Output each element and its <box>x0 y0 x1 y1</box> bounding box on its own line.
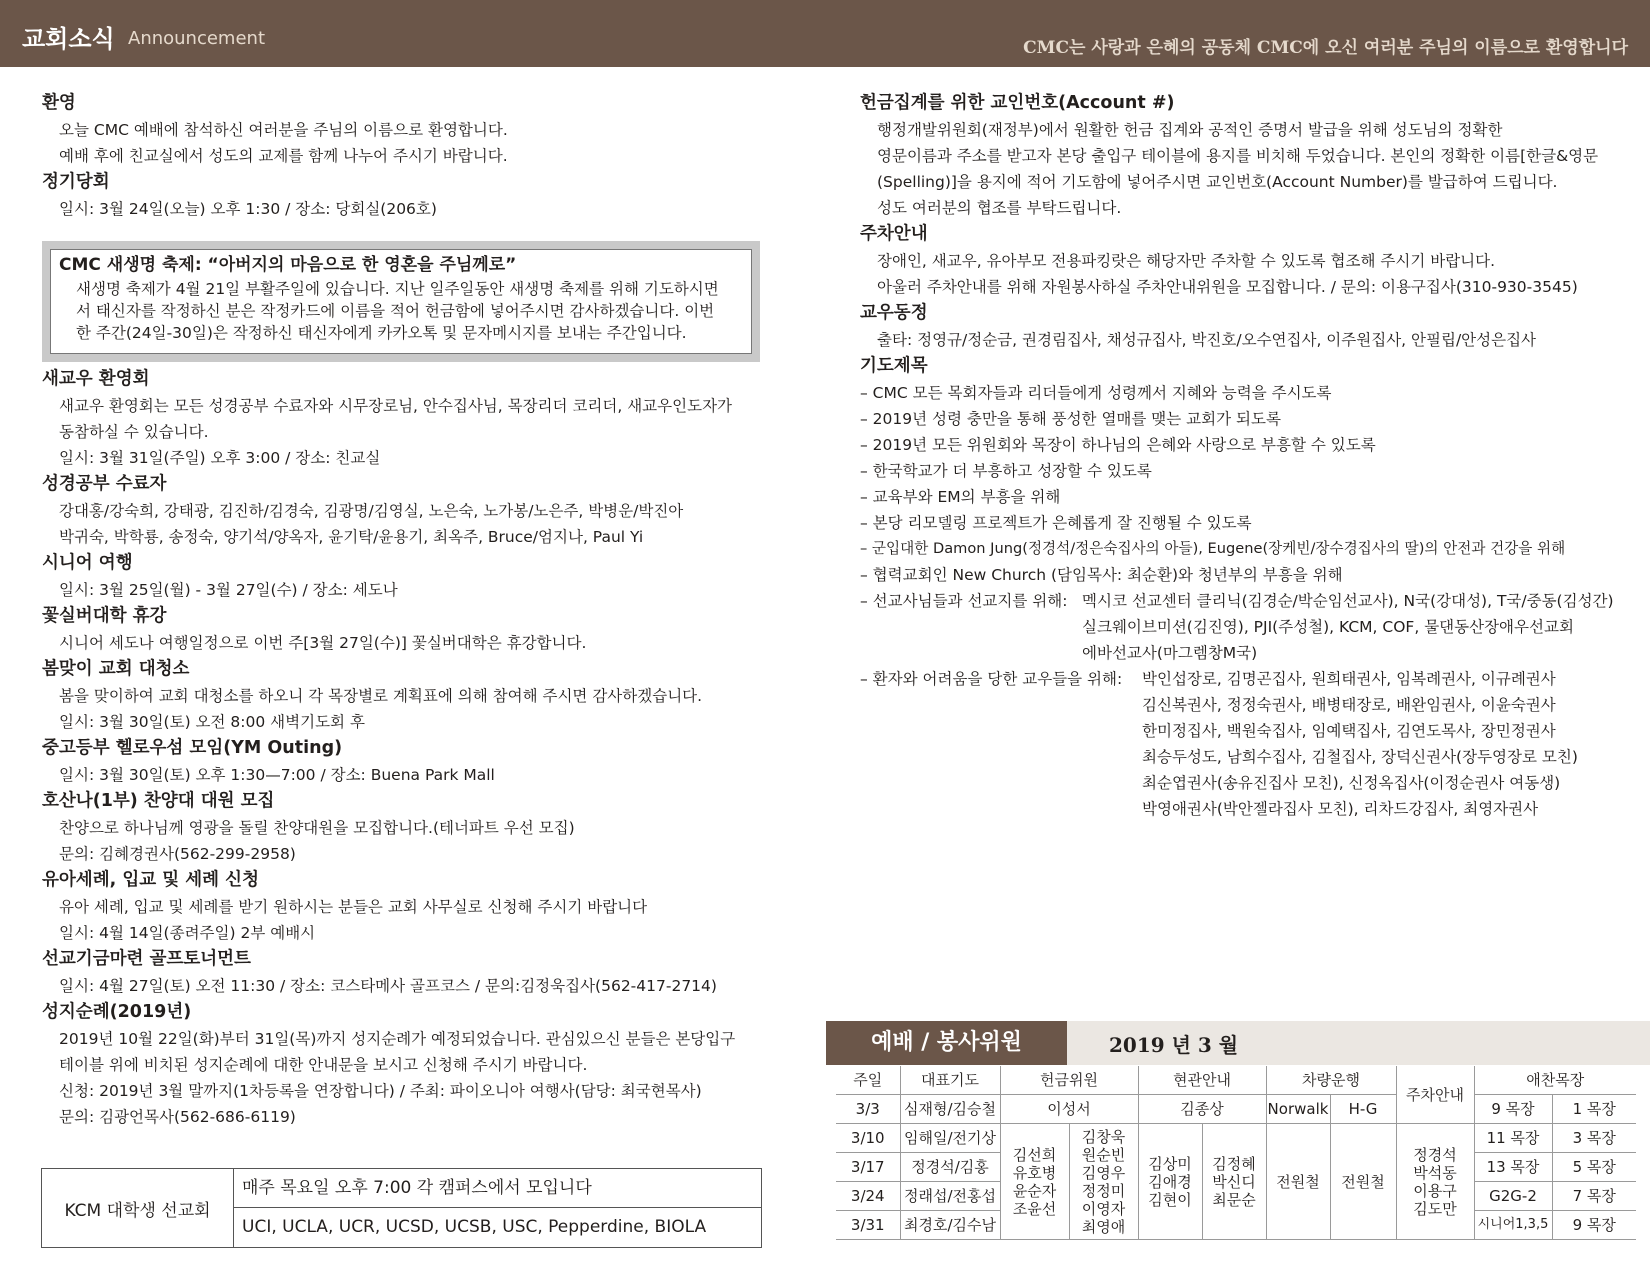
prayer-sick <box>860 666 1640 692</box>
section-line: 봄을 맞이하여 교회 대청소를 하오니 각 목장별로 계획표에 의해 참여해 주시면 감사하겠습니다. <box>59 687 703 705</box>
section-line: 장애인, 새교우, 유아부모 전용파킹랏은 해당자만 주차할 수 있도록 협조해 주시기 바랍니다. <box>877 252 1496 270</box>
header-parking: 주차안내 <box>1396 1066 1474 1124</box>
section-line: 오늘 CMC 예배에 참석하신 여러분을 주님의 이름으로 환영합니다. <box>59 121 508 139</box>
section-title: 유아세례, 입교 및 세례 신청 <box>42 870 259 890</box>
row-choir-b: 7 목장 <box>1552 1182 1636 1211</box>
section-title: 중고등부 헬로우섬 모임(YM Outing) <box>42 738 343 758</box>
sick-line: 최순엽권사(송유진집사 모친), 신정옥집사(이정순권사 여동생) <box>1142 774 1561 792</box>
row-choir-a: 9 목장 <box>1474 1095 1552 1124</box>
row-date: 3/10 <box>836 1124 900 1153</box>
section-title: 호산나(1부) 찬양대 대원 모집 <box>42 791 275 811</box>
box-line: 한 주간(24일-30일)은 작정하신 태신자에게 카카오톡 및 문자메시지를 보내는 주간입니다. <box>76 324 687 342</box>
header-prayer: 대표기도 <box>900 1066 1000 1095</box>
section-line: 찬양으로 하나님께 영광을 돌릴 찬양대원을 모집합니다.(테너파트 우선 모집) <box>59 819 575 837</box>
row-choir-a: 시니어1,3,5 <box>1474 1211 1552 1240</box>
section-line: 문의: 김광언목사(562-686-6119) <box>59 1108 296 1126</box>
service-table <box>836 1066 1636 1240</box>
section-title: 환영 <box>42 93 76 113</box>
section-line: 행정개발위원회(재정부)에서 원활한 헌금 집계와 공적인 증명서 발급을 위해 성도님의 정확한 <box>877 121 1503 139</box>
row-prayer: 최경호/김수남 <box>900 1211 1000 1240</box>
vehicle-driver-a: 전원철 <box>1266 1124 1330 1240</box>
usher-names-1 <box>1138 1124 1202 1240</box>
name-cell: 유호병 <box>1012 1163 1057 1182</box>
name-cell: 박신디 <box>1212 1172 1256 1191</box>
name-cell: 박석동 <box>1413 1163 1457 1182</box>
section-title: 정기당회 <box>42 172 110 192</box>
header-title: 교회소식 <box>22 25 115 53</box>
usher-names-2 <box>1202 1124 1266 1240</box>
name-cell: 김상미 <box>1148 1154 1192 1173</box>
section-line: 일시: 4월 27일(토) 오전 11:30 / 장소: 코스타메사 골프코스 / 문의:김정욱집사(562-417-2714) <box>59 977 717 995</box>
name-cell: 김영우 <box>1081 1163 1126 1182</box>
section-line: 새교우 환영회는 모든 성경공부 수료자와 시무장로님, 안수집사님, 목장리더 코리더, 새교우인도자가 <box>59 397 733 415</box>
row-date: 3/3 <box>836 1095 900 1124</box>
name-cell: 정경석 <box>1413 1145 1457 1164</box>
kcm-name: KCM 대학생 선교회 <box>42 1169 234 1247</box>
header-subtitle: Announcement <box>128 28 266 49</box>
section-title: 헌금집계를 위한 교인번호(Account #) <box>860 93 1175 113</box>
header-date: 주일 <box>836 1066 900 1095</box>
row-choir-a: 13 목장 <box>1474 1153 1552 1182</box>
prayer-item: – 협력교회인 New Church (담임목사: 최순환)와 청년부의 부흥을 위해 <box>860 566 1343 584</box>
left-column-top <box>42 90 772 222</box>
prayer-missions <box>860 588 1640 614</box>
row-prayer: 정경석/김홍 <box>900 1153 1000 1182</box>
name-cell: 이용구 <box>1413 1181 1457 1200</box>
section-title: 선교기금마련 골프토너먼트 <box>42 949 251 969</box>
kcm-schedule: 매주 목요일 오후 7:00 각 캠퍼스에서 모입니다 <box>234 1169 761 1208</box>
section-line: 아울러 주차안내를 위해 자원봉사하실 주차안내위원을 모집합니다. / 문의: 이용구집사(310-930-3545) <box>877 278 1578 296</box>
name-cell: 김애경 <box>1148 1172 1192 1191</box>
row-prayer: 심재형/김승철 <box>900 1095 1000 1124</box>
name-cell: 이영자 <box>1081 1199 1126 1218</box>
new-life-festival-box <box>42 241 760 362</box>
section-line: 성도 여러분의 협조를 부탁드립니다. <box>877 199 1122 217</box>
section-title: 시니어 여행 <box>42 553 133 573</box>
name-cell: 정정미 <box>1081 1181 1126 1200</box>
name-cell: 윤순자 <box>1012 1181 1057 1200</box>
section-line: 일시: 4월 14일(종려주일) 2부 예배시 <box>59 924 316 942</box>
section-line: 신청: 2019년 3월 말까지(1차등록을 연장합니다) / 주최: 파이오니아 여행사(담당: 최국현목사) <box>59 1082 702 1100</box>
kcm-box <box>41 1168 762 1248</box>
section-line: (Spelling)]을 용지에 적어 기도함에 넣어주시면 교인번호(Account Number)를 발급하여 드립니다. <box>877 173 1558 191</box>
parking-names <box>1396 1124 1474 1240</box>
section-line: 박귀숙, 박학룡, 송정숙, 양기석/양옥자, 윤기탁/윤용기, 최옥주, Bruce/엄지나, Paul Yi <box>59 528 644 546</box>
row-vehicle-b: H-G <box>1330 1095 1396 1124</box>
name-cell: 김현이 <box>1148 1190 1192 1209</box>
section-title: 성경공부 수료자 <box>42 474 167 494</box>
row-choir-a: G2G-2 <box>1474 1182 1552 1211</box>
section-title: 성지순례(2019년) <box>42 1002 192 1022</box>
row-vehicle-a: Norwalk <box>1266 1095 1330 1124</box>
sick-line: 최승두성도, 남희수집사, 김철집사, 장덕신권사(장두영장로 모친) <box>1142 748 1578 766</box>
section-title: 새교우 환영회 <box>42 369 150 389</box>
header-vehicle: 차량운행 <box>1266 1066 1396 1095</box>
section-line: 출타: 정영규/정순금, 권경림집사, 채성규집사, 박진호/오수연집사, 이주원집사, 안필립/안성은집사 <box>877 331 1537 349</box>
row-offering: 이성서 <box>1000 1095 1138 1124</box>
name-cell: 김선희 <box>1012 1145 1057 1164</box>
missions-line: 실크웨이브미션(김진영), PJI(주성철), KCM, COF, 물댄동산장애우선교회 <box>1082 618 1574 636</box>
section-title: 봄맞이 교회 대청소 <box>42 659 190 679</box>
worship-month-bar <box>1067 1021 1650 1065</box>
section-title: 꽃실버대학 휴강 <box>42 606 167 626</box>
section-title: 기도제목 <box>860 356 928 376</box>
section-line: 일시: 3월 30일(토) 오후 1:30—7:00 / 장소: Buena Park Mall <box>59 766 495 784</box>
row-choir-a: 11 목장 <box>1474 1124 1552 1153</box>
worship-month: 2019 년 3 월 <box>1109 1033 1239 1057</box>
vehicle-driver-b: 전원철 <box>1330 1124 1396 1240</box>
header-usher: 현관안내 <box>1138 1066 1266 1095</box>
box-line: 서 태신자를 작정하신 분은 작정카드에 이름을 적어 헌금함에 넣어주시면 감사하겠습니다. 이번 <box>76 302 715 320</box>
row-date: 3/31 <box>836 1211 900 1240</box>
name-cell: 조윤선 <box>1012 1199 1057 1218</box>
section-line: 2019년 10월 22일(화)부터 31일(목)까지 성지순례가 예정되었습니다. 관심있으신 분들은 본당입구 <box>59 1030 736 1048</box>
prayer-item: – 한국학교가 더 부흥하고 성장할 수 있도록 <box>860 462 1152 480</box>
box-title: CMC 새생명 축제: “아버지의 마음으로 한 영혼을 주님께로” <box>59 255 517 275</box>
section-line: 일시: 3월 24일(오늘) 오후 1:30 / 장소: 당회실(206호) <box>59 200 437 218</box>
name-cell: 김창욱 <box>1081 1127 1126 1146</box>
table-row <box>836 1095 1636 1124</box>
sick-line: 한미정집사, 백원숙집사, 임예택집사, 김연도목사, 장민정권사 <box>1142 722 1556 740</box>
sick-label: – 환자와 어려움을 당한 교우들을 위해: <box>860 670 1123 688</box>
prayer-item: – 2019년 모든 위원회와 목장이 하나님의 은혜와 사랑으로 부흥할 수 있도록 <box>860 436 1376 454</box>
header-choir: 애찬목장 <box>1474 1066 1636 1095</box>
section-line: 예배 후에 친교실에서 성도의 교제를 함께 나누어 주시기 바랍니다. <box>59 147 508 165</box>
row-choir-b: 5 목장 <box>1552 1153 1636 1182</box>
section-line: 문의: 김혜경권사(562-299-2958) <box>59 845 296 863</box>
worship-section-title: 예배 / 봉사위원 <box>826 1021 1067 1065</box>
row-choir-b: 1 목장 <box>1552 1095 1636 1124</box>
row-prayer: 정래섭/전홍섭 <box>900 1182 1000 1211</box>
section-line: 일시: 3월 30일(토) 오전 8:00 새벽기도회 후 <box>59 713 365 731</box>
section-line: 영문이름과 주소를 받고자 본당 출입구 테이블에 용지를 비치해 두었습니다. 본인의 정확한 이름[한글&영문 <box>877 147 1599 165</box>
sick-line: 김신복권사, 정정숙권사, 배병태장로, 배완임권사, 이윤숙권사 <box>1142 696 1556 714</box>
table-header-row <box>836 1066 1636 1095</box>
sick-line: 박인섭장로, 김명곤집사, 원희태권사, 임복례권사, 이규례권사 <box>1142 670 1556 688</box>
missions-line: 멕시코 선교센터 클리닉(김경순/박순임선교사), N국(강대성), T국/중동(김성간) <box>1082 592 1614 610</box>
right-column <box>860 90 1640 822</box>
row-prayer: 임해일/전기상 <box>900 1124 1000 1153</box>
name-cell: 최영애 <box>1081 1217 1126 1236</box>
section-title: 주차안내 <box>860 224 928 244</box>
name-cell: 원순빈 <box>1081 1145 1126 1164</box>
prayer-item: – 교육부와 EM의 부흥을 위해 <box>860 488 1061 506</box>
name-cell: 김정혜 <box>1212 1154 1256 1173</box>
name-cell: 최문순 <box>1212 1190 1256 1209</box>
row-date: 3/24 <box>836 1182 900 1211</box>
section-line: 유아 세례, 입교 및 세례를 받기 원하시는 분들은 교회 사무실로 신청해 주시기 바랍니다 <box>59 898 648 916</box>
sick-line: 박영애권사(박안젤라집사 모친), 리차드강집사, 최영자권사 <box>1142 800 1539 818</box>
header-offering: 헌금위원 <box>1000 1066 1138 1095</box>
section-line: 일시: 3월 31일(주일) 오후 3:00 / 장소: 친교실 <box>59 449 381 467</box>
header-bar <box>0 0 1650 67</box>
missions-line: 에바선교사(마그렘창M국) <box>1082 644 1258 662</box>
kcm-campuses: UCI, UCLA, UCR, UCSD, UCSB, USC, Pepperdine, BIOLA <box>242 1217 707 1237</box>
section-line: 테이블 위에 비치된 성지순례에 대한 안내문을 보시고 신청해 주시기 바랍니다. <box>59 1056 588 1074</box>
prayer-item: – 군입대한 Damon Jung(정경석/정은숙집사의 아들), Eugene(장케빈/장수경집사의 딸)의 안전과 건강을 위해 <box>860 540 1566 557</box>
prayer-item: – 2019년 성령 충만을 통해 풍성한 열매를 맺는 교회가 되도록 <box>860 410 1281 428</box>
missions-label: – 선교사님들과 선교지를 위해: <box>860 592 1068 610</box>
section-line: 일시: 3월 25일(월) - 3월 27일(수) / 장소: 세도나 <box>59 581 398 599</box>
section-title: 교우동정 <box>860 303 928 323</box>
header-welcome: CMC는 사랑과 은혜의 공동체 CMC에 오신 여러분 주님의 이름으로 환영합니다 <box>1023 38 1628 58</box>
prayer-item: – 본당 리모델링 프로젝트가 은혜롭게 잘 진행될 수 있도록 <box>860 514 1252 532</box>
section-line: 동참하실 수 있습니다. <box>59 423 209 441</box>
table-row <box>836 1124 1636 1153</box>
row-date: 3/17 <box>836 1153 900 1182</box>
offering-names-1 <box>1000 1124 1069 1240</box>
row-usher: 김종상 <box>1138 1095 1266 1124</box>
left-column-main <box>42 366 782 1130</box>
offering-names-2 <box>1069 1124 1138 1240</box>
section-line: 시니어 세도나 여행일정으로 이번 주[3월 27일(수)] 꽃실버대학은 휴강합니다. <box>59 634 587 652</box>
section-line: 강대홍/강숙희, 강태광, 김진하/김경숙, 김광명/김영실, 노은숙, 노가봉/노은주, 박병운/박진아 <box>59 502 684 520</box>
row-choir-b: 3 목장 <box>1552 1124 1636 1153</box>
box-line: 새생명 축제가 4월 21일 부활주일에 있습니다. 지난 일주일동안 새생명 축제를 위해 기도하시면 <box>76 280 719 298</box>
prayer-item: – CMC 모든 목회자들과 리더들에게 성령께서 지혜와 능력을 주시도록 <box>860 384 1332 402</box>
row-choir-b: 9 목장 <box>1552 1211 1636 1240</box>
name-cell: 김도만 <box>1413 1199 1457 1218</box>
